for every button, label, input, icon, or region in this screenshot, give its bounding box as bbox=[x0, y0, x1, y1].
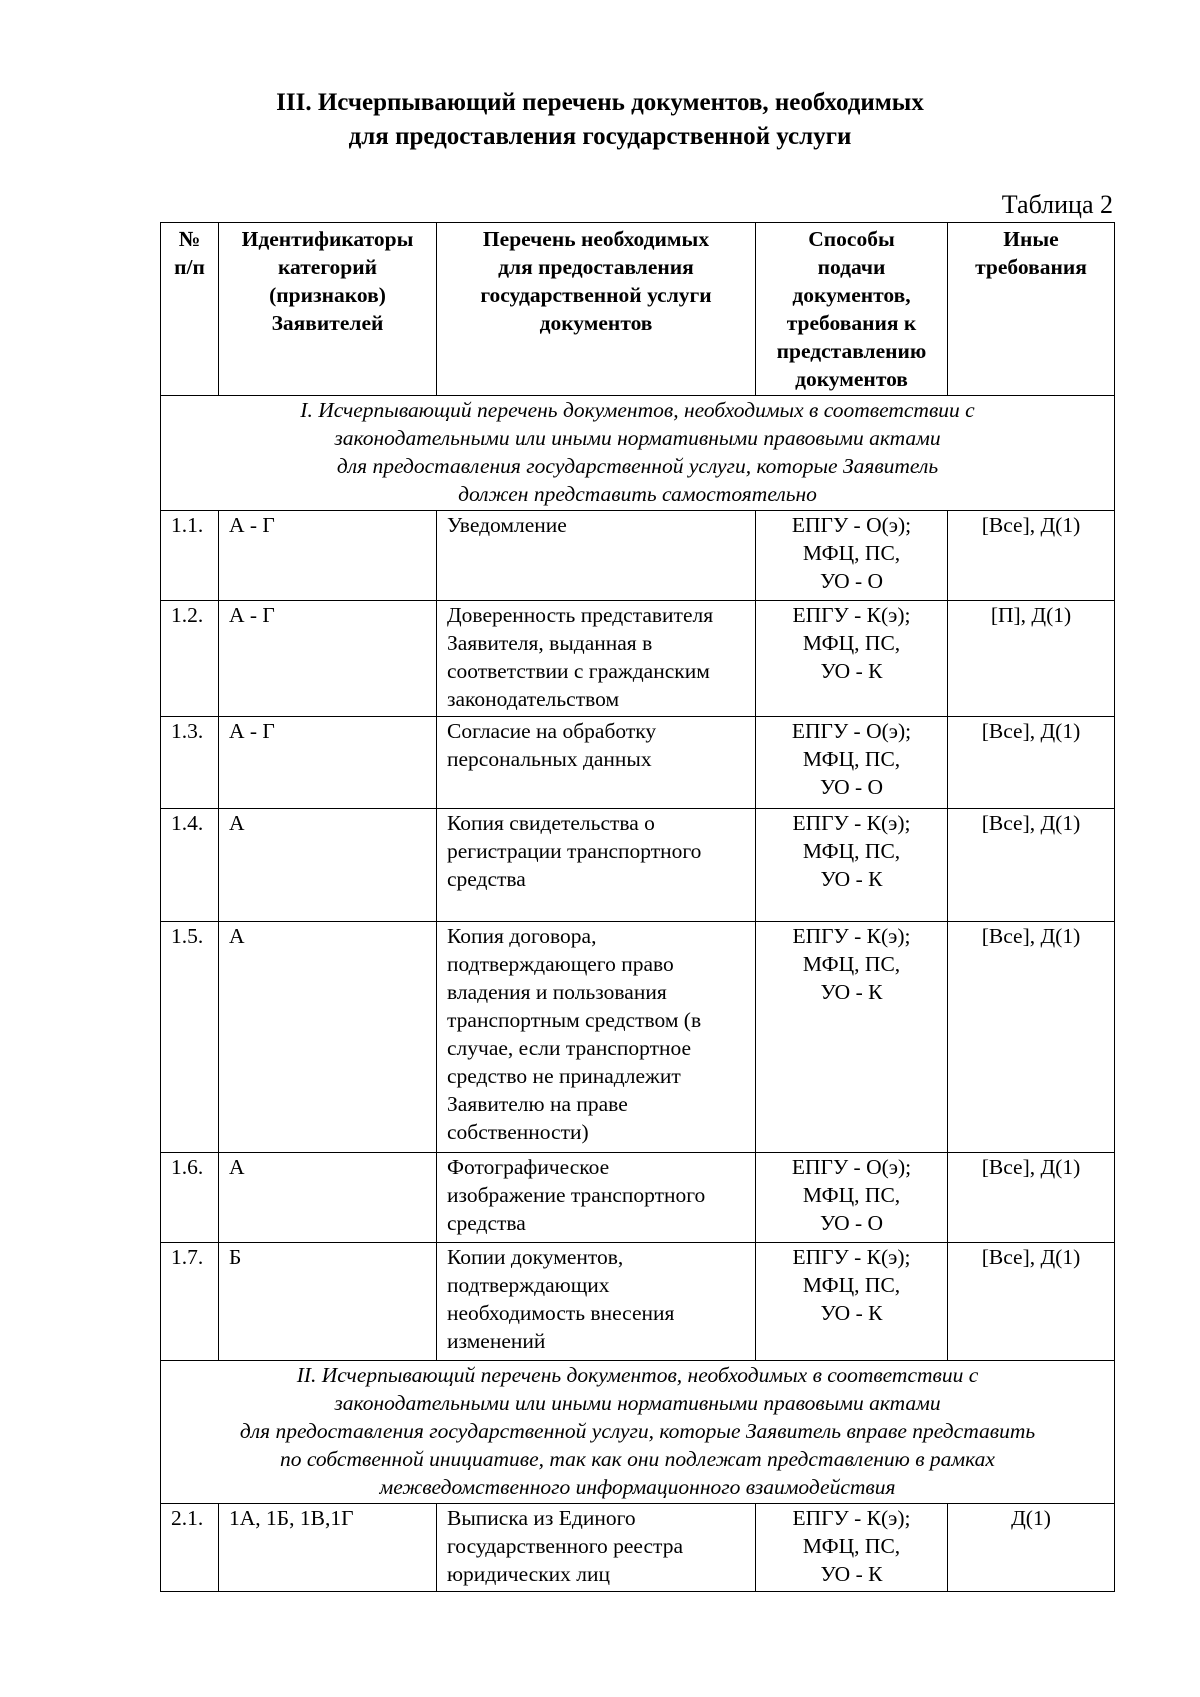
submission-methods bbox=[756, 717, 948, 809]
cell-line: для предоставления bbox=[498, 255, 694, 279]
cell-line: МФЦ, ПС, bbox=[802, 839, 901, 863]
section-row bbox=[161, 1361, 1115, 1504]
cell-line: государственного реестра bbox=[447, 1534, 683, 1558]
document-name bbox=[437, 1504, 756, 1592]
submission-methods bbox=[756, 601, 948, 717]
cell-line: Иные bbox=[1003, 227, 1059, 251]
cell-line: ЕПГУ - К(э); bbox=[792, 1245, 911, 1269]
cell-line: государственной услуги bbox=[480, 283, 712, 307]
submission-methods bbox=[756, 1504, 948, 1592]
submission-methods bbox=[756, 1243, 948, 1361]
cell-line: МФЦ, ПС, bbox=[802, 631, 901, 655]
applicant-ids: А - Г bbox=[219, 601, 437, 717]
cell-line: межведомственного информационного взаимодействия bbox=[379, 1475, 896, 1499]
submission-methods bbox=[756, 1153, 948, 1243]
other-requirements: Д(1) bbox=[948, 1504, 1115, 1592]
cell-line: законодательством bbox=[447, 687, 620, 711]
document-name bbox=[437, 717, 756, 809]
cell-line: случае, если транспортное bbox=[447, 1036, 692, 1060]
cell-line: Согласие на обработку bbox=[447, 719, 657, 743]
document-name bbox=[437, 922, 756, 1153]
cell-line: Копия договора, bbox=[447, 924, 597, 948]
row-number: 1.7. bbox=[161, 1243, 219, 1361]
applicant-ids: А bbox=[219, 922, 437, 1153]
cell-line: для предоставления государственной услуги, которые Заявитель bbox=[336, 454, 939, 478]
other-requirements: [Все], Д(1) bbox=[948, 922, 1115, 1153]
applicant-ids: Б bbox=[219, 1243, 437, 1361]
cell-line: Заявителя, выданная в bbox=[447, 631, 653, 655]
cell-line: требования bbox=[975, 255, 1087, 279]
row-number: 1.6. bbox=[161, 1153, 219, 1243]
section-heading bbox=[150, 86, 1050, 154]
applicant-ids: А - Г bbox=[219, 717, 437, 809]
table-row bbox=[161, 717, 1115, 809]
cell-line: по собственной инициативе, так как они подлежат представлению в рамках bbox=[280, 1447, 995, 1471]
cell-line: средства bbox=[447, 867, 526, 891]
document-name bbox=[437, 1243, 756, 1361]
row-number: 1.5. bbox=[161, 922, 219, 1153]
table-row bbox=[161, 809, 1115, 922]
table-row bbox=[161, 922, 1115, 1153]
other-requirements: [Все], Д(1) bbox=[948, 717, 1115, 809]
cell-line: подачи bbox=[817, 255, 886, 279]
row-number: 1.1. bbox=[161, 511, 219, 601]
heading-line: для предоставления государственной услуги bbox=[348, 123, 852, 150]
row-number: 2.1. bbox=[161, 1504, 219, 1592]
row-number: 1.2. bbox=[161, 601, 219, 717]
cell-line: I. Исчерпывающий перечень документов, необходимых в соответствии с bbox=[300, 398, 975, 422]
header-num bbox=[161, 223, 219, 396]
cell-line: подтверждающего право bbox=[447, 952, 674, 976]
cell-line: подтверждающих bbox=[447, 1273, 610, 1297]
cell-line: Доверенность представителя bbox=[447, 603, 714, 627]
cell-line: Заявителю на праве bbox=[447, 1092, 628, 1116]
cell-line: соответствии с гражданским bbox=[447, 659, 710, 683]
cell-line: Идентификаторы bbox=[241, 227, 414, 251]
cell-line: УО - К bbox=[820, 867, 883, 891]
cell-line: УО - К bbox=[820, 659, 883, 683]
cell-line: МФЦ, ПС, bbox=[802, 952, 901, 976]
heading-line: III. Исчерпывающий перечень документов, необходимых bbox=[276, 89, 924, 116]
cell-line: категорий bbox=[277, 255, 378, 279]
cell-line: ЕПГУ - К(э); bbox=[792, 811, 911, 835]
table-row bbox=[161, 511, 1115, 601]
other-requirements: [Все], Д(1) bbox=[948, 1243, 1115, 1361]
document-name bbox=[437, 511, 756, 601]
section-title bbox=[161, 396, 1115, 511]
cell-line: требования к bbox=[786, 311, 917, 335]
cell-line: средство не принадлежит bbox=[447, 1064, 681, 1088]
cell-line: представлению bbox=[776, 339, 927, 363]
section-row bbox=[161, 396, 1115, 511]
cell-line: ЕПГУ - О(э); bbox=[791, 719, 912, 743]
other-requirements: [П], Д(1) bbox=[948, 601, 1115, 717]
other-requirements: [Все], Д(1) bbox=[948, 809, 1115, 922]
cell-line: документов, bbox=[792, 283, 911, 307]
document-name bbox=[437, 601, 756, 717]
documents-table bbox=[160, 222, 1115, 1592]
section-title bbox=[161, 1361, 1115, 1504]
row-number: 1.3. bbox=[161, 717, 219, 809]
cell-line: ЕПГУ - О(э); bbox=[791, 1155, 912, 1179]
table-row bbox=[161, 1243, 1115, 1361]
cell-line: должен представить самостоятельно bbox=[458, 482, 817, 506]
cell-line: МФЦ, ПС, bbox=[802, 1534, 901, 1558]
cell-line: п/п bbox=[174, 255, 205, 279]
applicant-ids: А bbox=[219, 809, 437, 922]
cell-line: документов bbox=[795, 367, 908, 391]
cell-line: изображение транспортного bbox=[447, 1183, 706, 1207]
cell-line: ЕПГУ - К(э); bbox=[792, 603, 911, 627]
cell-line: УО - К bbox=[820, 1301, 883, 1325]
cell-line: законодательными или иными нормативными правовыми актами bbox=[334, 426, 941, 450]
cell-line: законодательными или иными нормативными правовыми актами bbox=[334, 1391, 941, 1415]
cell-line: УО - О bbox=[819, 775, 884, 799]
applicant-ids: А - Г bbox=[219, 511, 437, 601]
cell-line: Заявителей bbox=[271, 311, 384, 335]
cell-line: УО - К bbox=[820, 1562, 883, 1586]
cell-line: № bbox=[178, 227, 201, 251]
cell-line: УО - К bbox=[820, 980, 883, 1004]
submission-methods bbox=[756, 511, 948, 601]
cell-line: документов bbox=[539, 311, 653, 335]
cell-line: Уведомление bbox=[447, 513, 567, 537]
applicant-ids: 1А, 1Б, 1В,1Г bbox=[219, 1504, 437, 1592]
cell-line: (признаков) bbox=[269, 283, 386, 307]
table-row bbox=[161, 601, 1115, 717]
cell-line: необходимость внесения bbox=[447, 1301, 675, 1325]
table-row bbox=[161, 1504, 1115, 1592]
cell-line: УО - О bbox=[819, 569, 884, 593]
other-requirements: [Все], Д(1) bbox=[948, 1153, 1115, 1243]
document-name bbox=[437, 1153, 756, 1243]
cell-line: персональных данных bbox=[447, 747, 652, 771]
header-methods bbox=[756, 223, 948, 396]
cell-line: ЕПГУ - К(э); bbox=[792, 1506, 911, 1530]
cell-line: для предоставления государственной услуги, которые Заявитель вправе представить bbox=[239, 1419, 1036, 1443]
cell-line: Выписка из Единого bbox=[447, 1506, 636, 1530]
header-other bbox=[948, 223, 1115, 396]
other-requirements: [Все], Д(1) bbox=[948, 511, 1115, 601]
document-name bbox=[437, 809, 756, 922]
cell-line: ЕПГУ - О(э); bbox=[791, 513, 912, 537]
cell-line: изменений bbox=[447, 1329, 546, 1353]
cell-line: МФЦ, ПС, bbox=[802, 1183, 901, 1207]
cell-line: УО - О bbox=[819, 1211, 884, 1235]
cell-line: Копии документов, bbox=[447, 1245, 624, 1269]
cell-line: МФЦ, ПС, bbox=[802, 541, 901, 565]
header-docs bbox=[437, 223, 756, 396]
cell-line: ЕПГУ - К(э); bbox=[792, 924, 911, 948]
table-caption: Таблица 2 bbox=[1001, 190, 1113, 219]
cell-line: Копия свидетельства о bbox=[447, 811, 655, 835]
cell-line: Перечень необходимых bbox=[482, 227, 710, 251]
cell-line: Фотографическое bbox=[447, 1155, 610, 1179]
cell-line: II. Исчерпывающий перечень документов, необходимых в соответствии с bbox=[296, 1363, 979, 1387]
row-number: 1.4. bbox=[161, 809, 219, 922]
cell-line: Способы bbox=[808, 227, 895, 251]
table-row bbox=[161, 1153, 1115, 1243]
submission-methods bbox=[756, 922, 948, 1153]
cell-line: МФЦ, ПС, bbox=[802, 1273, 901, 1297]
cell-line: средства bbox=[447, 1211, 526, 1235]
cell-line: юридических лиц bbox=[447, 1562, 611, 1586]
applicant-ids: А bbox=[219, 1153, 437, 1243]
submission-methods bbox=[756, 809, 948, 922]
cell-line: собственности) bbox=[447, 1120, 589, 1144]
cell-line: владения и пользования bbox=[447, 980, 667, 1004]
header-ids bbox=[219, 223, 437, 396]
header-row bbox=[161, 223, 1115, 396]
cell-line: транспортным средством (в bbox=[447, 1008, 702, 1032]
cell-line: МФЦ, ПС, bbox=[802, 747, 901, 771]
cell-line: регистрации транспортного bbox=[447, 839, 702, 863]
